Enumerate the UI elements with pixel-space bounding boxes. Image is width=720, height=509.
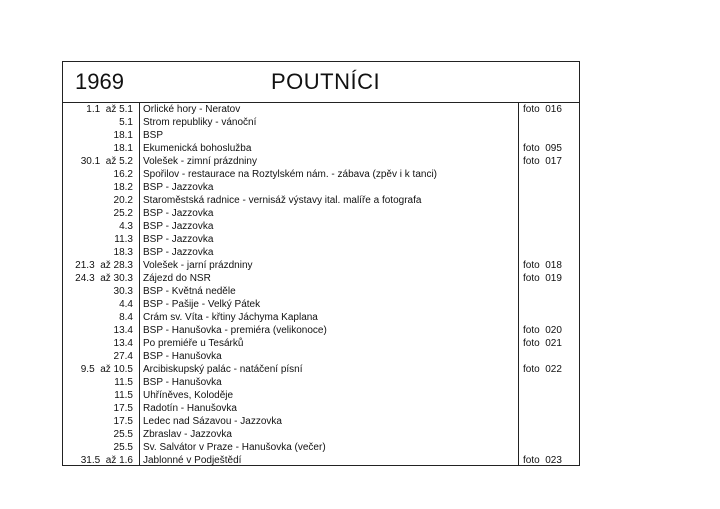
table-row	[63, 402, 579, 415]
table-row	[63, 181, 579, 194]
row-event: BSP - Jazzovka	[143, 221, 214, 232]
table-row	[63, 207, 579, 220]
row-event: Sv. Salvátor v Praze - Hanušovka (večer)	[143, 442, 326, 453]
row-date: 5.1	[119, 117, 133, 128]
page-header	[63, 62, 579, 103]
row-photo-ref: foto 095	[523, 143, 562, 154]
row-event: Volešek - zimní prázdniny	[143, 156, 257, 167]
row-date: 11.5	[114, 377, 133, 388]
row-date: 17.5	[113, 403, 133, 414]
table-row	[63, 220, 579, 233]
row-photo-ref: foto 017	[523, 156, 562, 167]
table-row	[63, 168, 579, 181]
row-date: 18.2	[113, 182, 133, 193]
row-event: BSP	[143, 130, 164, 141]
row-event: Ekumenická bohoslužba	[143, 143, 252, 154]
row-date: 18.1	[113, 130, 133, 141]
row-event: Staroměstská radnice - vernisáž výstavy ital. malíře a fotografa	[143, 195, 422, 206]
row-event: BSP - Jazzovka	[143, 208, 214, 219]
table-row	[63, 103, 579, 116]
row-date: 11.3	[114, 234, 133, 245]
row-event: Ledec nad Sázavou - Jazzovka	[143, 416, 282, 427]
row-date: 4.3	[119, 221, 133, 232]
row-date: 8.4	[119, 312, 133, 323]
row-date: 9.5 až 10.5	[80, 364, 133, 375]
table-row	[63, 155, 579, 168]
row-date: 17.5	[113, 416, 133, 427]
table-row	[63, 441, 579, 454]
table-row	[63, 129, 579, 142]
row-date: 25.5	[113, 429, 133, 440]
row-date: 11.5	[114, 390, 133, 401]
row-date: 31.5 až 1.6	[80, 455, 133, 466]
row-date: 24.3 až 30.3	[75, 273, 133, 284]
row-date: 13.4	[113, 325, 133, 336]
row-event: BSP - Jazzovka	[143, 234, 214, 245]
row-photo-ref: foto 023	[523, 455, 562, 466]
row-event: Jablonné v Podještědí	[143, 455, 242, 466]
row-photo-ref: foto 016	[523, 104, 562, 115]
row-event: BSP - Pašije - Velký Pátek	[143, 299, 261, 310]
row-event: Orlické hory - Neratov	[143, 104, 241, 115]
row-event: Uhříněves, Koloděje	[143, 390, 234, 401]
row-date: 4.4	[119, 299, 133, 310]
table-row	[63, 389, 579, 402]
row-event: Volešek - jarní prázdniny	[143, 260, 253, 271]
row-event: Spořilov - restaurace na Roztylském nám. - zábava (zpěv i k tanci)	[143, 169, 437, 180]
row-date: 16.2	[113, 169, 133, 180]
row-photo-ref: foto 019	[523, 273, 562, 284]
table-row	[63, 142, 579, 155]
table-row	[63, 311, 579, 324]
row-date: 1.1 až 5.1	[86, 104, 133, 115]
row-event: Crám sv. Víta - křtiny Jáchyma Kaplana	[143, 312, 318, 323]
row-event: Po premiéře u Tesárků	[143, 338, 244, 349]
table-row	[63, 337, 579, 350]
table-row	[63, 454, 579, 467]
row-date: 25.5	[113, 442, 133, 453]
row-event: BSP - Květná neděle	[143, 286, 236, 297]
row-date: 18.3	[113, 247, 133, 258]
row-date: 21.3 až 28.3	[75, 260, 133, 271]
row-event: Arcibiskupský palác - natáčení písní	[143, 364, 303, 375]
table-row	[63, 194, 579, 207]
table-row	[63, 285, 579, 298]
table-row	[63, 376, 579, 389]
row-event: Zbraslav - Jazzovka	[143, 429, 232, 440]
row-event: Radotín - Hanušovka	[143, 403, 237, 414]
year-label: 1969	[75, 69, 124, 94]
row-event: Strom republiky - vánoční	[143, 117, 257, 128]
table-row	[63, 272, 579, 285]
row-event: BSP - Hanušovka	[143, 377, 222, 388]
row-date: 18.1	[113, 143, 133, 154]
row-photo-ref: foto 022	[523, 364, 562, 375]
events-table	[63, 102, 579, 466]
row-date: 30.1 až 5.2	[80, 156, 133, 167]
table-row	[63, 298, 579, 311]
table-row	[63, 259, 579, 272]
table-row	[63, 363, 579, 376]
table-row	[63, 116, 579, 129]
row-photo-ref: foto 018	[523, 260, 562, 271]
chronicle-page	[62, 61, 580, 466]
row-event: BSP - Hanušovka	[143, 351, 222, 362]
row-event: BSP - Jazzovka	[143, 247, 214, 258]
row-date: 25.2	[113, 208, 133, 219]
row-event: BSP - Jazzovka	[143, 182, 214, 193]
table-row	[63, 233, 579, 246]
table-row	[63, 415, 579, 428]
table-row	[63, 246, 579, 259]
table-row	[63, 428, 579, 441]
row-event: BSP - Hanušovka - premiéra (velikonoce)	[143, 325, 327, 336]
page-title: POUTNÍCI	[271, 69, 381, 94]
table-row	[63, 324, 579, 337]
row-date: 20.2	[113, 195, 133, 206]
row-date: 27.4	[113, 351, 133, 362]
table-row	[63, 350, 579, 363]
row-date: 30.3	[113, 286, 133, 297]
row-date: 13.4	[113, 338, 133, 349]
row-photo-ref: foto 020	[523, 325, 562, 336]
row-event: Zájezd do NSR	[143, 273, 211, 284]
row-photo-ref: foto 021	[523, 338, 562, 349]
